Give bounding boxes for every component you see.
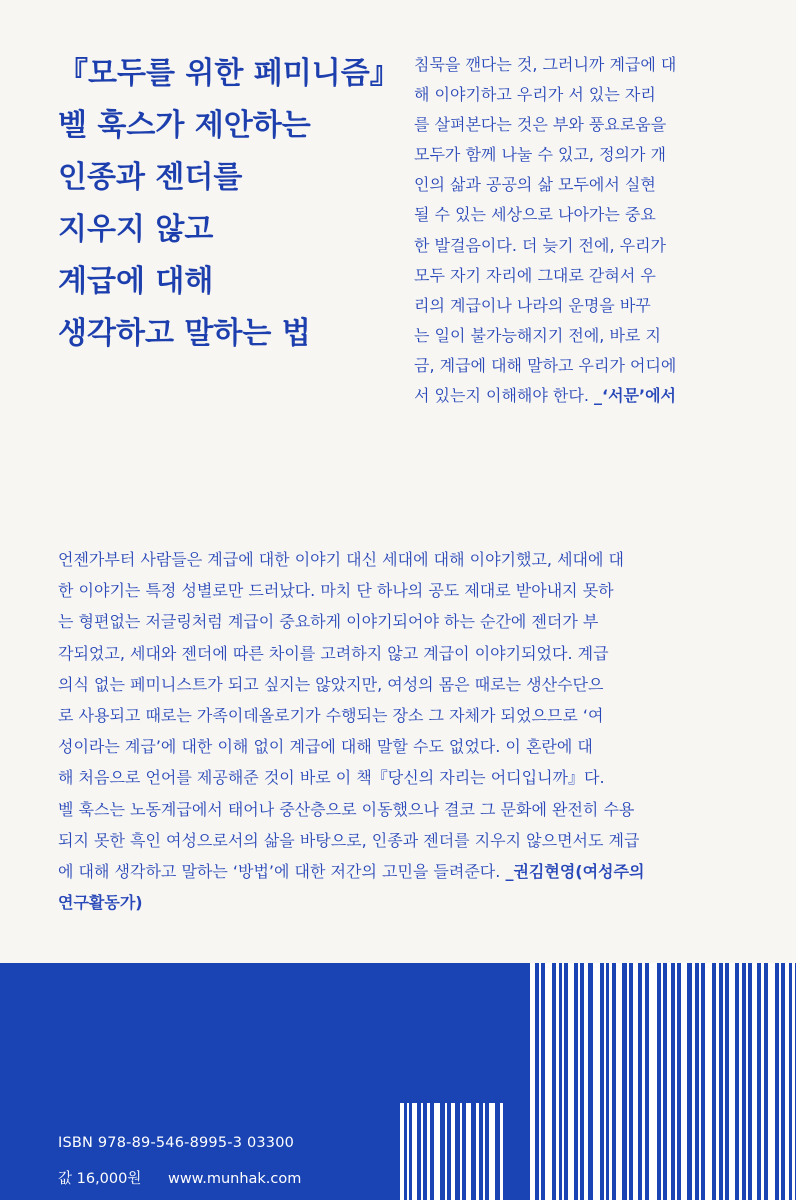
headline-line: 인종과 젠더를: [58, 160, 243, 195]
barcode-bar: [460, 1103, 462, 1200]
essay-line: 의식 없는 페미니스트가 되고 싶지는 않았지만, 여성의 몸은 때로는 생산수단으: [58, 674, 604, 694]
quote-line: 모두 자기 자리에 그대로 갇혀서 우: [414, 265, 656, 285]
barcode-bar: [633, 963, 638, 1200]
barcode-bar: [556, 963, 559, 1200]
barcode-bar: [568, 963, 574, 1200]
barcode-bar: [699, 963, 701, 1200]
essay-line: 는 형편없는 저글링처럼 계급이 중요하게 이야기되어야 하는 순간에 젠더가 부: [58, 612, 599, 632]
barcode-bar: [451, 1103, 455, 1200]
quote-line: [414, 381, 744, 411]
barcode-bar: [562, 963, 564, 1200]
quote-line: 인의 삶과 공공의 삶 모두에서 실현: [414, 175, 656, 195]
barcode-bar: [785, 963, 789, 1200]
barcode-bar: [661, 963, 663, 1200]
barcode-bar: [752, 963, 757, 1200]
barcode-bar: [476, 1103, 479, 1200]
essay-line: 각되었고, 세대와 젠더에 따른 차이를 고려하지 않고 계급이 이야기되었다. 계급: [58, 643, 609, 663]
barcode-bar: [578, 963, 580, 1200]
barcode-bar: [649, 963, 657, 1200]
barcode-bar: [761, 963, 764, 1200]
barcode-bar: [681, 963, 687, 1200]
barcode-bar: [545, 963, 552, 1200]
essay-line: 로 사용되고 때로는 가족이데올로기가 수행되는 장소 그 자체가 되었으므로 ‘여: [58, 706, 604, 726]
barcode-bar: [427, 1103, 430, 1200]
headline-line: 『모두를 위한 페미니즘』: [58, 56, 400, 91]
barcode-bar: [584, 963, 588, 1200]
barcode: [400, 963, 796, 1200]
barcode-bar: [692, 963, 695, 1200]
headline-line: 생각하고 말하는 법: [58, 316, 311, 351]
barcode-bar: [675, 963, 677, 1200]
barcode-bar: [716, 963, 719, 1200]
quote-line: 리의 계급이나 나라의 운명을 바꾸: [414, 295, 651, 315]
quote-line: 침묵을 깬다는 것, 그러니까 계급에 대: [414, 55, 677, 74]
isbn-text: ISBN 978-89-546-8995-3 03300: [58, 1135, 295, 1151]
barcode-bar: [407, 1103, 409, 1200]
barcode-bar: [792, 963, 795, 1200]
barcode-bar: [667, 963, 671, 1200]
essay-text-end: 에 대해 생각하고 말하는 ‘방법’에 대한 저간의 고민을 들려준다.: [58, 862, 501, 882]
quote-line: 금, 계급에 대해 말하고 우리가 어디에: [414, 355, 677, 375]
barcode-bar: [500, 1103, 503, 1200]
barcode-bar: [434, 1103, 440, 1200]
barcode-bar: [604, 963, 606, 1200]
price-line: [58, 1167, 301, 1188]
quote-source: _‘서문’에서: [594, 386, 676, 406]
barcode-bar: [483, 1103, 485, 1200]
headline-line: 계급에 대해: [58, 264, 214, 299]
barcode-bar: [412, 1103, 417, 1200]
barcode-bar: [466, 1103, 471, 1200]
website-text: www.munhak.com: [167, 1171, 302, 1187]
essay-line: 벨 훅스는 노동계급에서 태어나 중산층으로 이동했으나 결코 그 문화에 완전히 수용: [58, 799, 635, 819]
barcode-bar: [539, 963, 541, 1200]
headline-line: 지우지 않고: [58, 212, 214, 247]
essay-line: [58, 856, 738, 887]
essay-line: 해 처음으로 언어를 제공해준 것이 바로 이 책『당신의 자리는 어디입니까』다.: [58, 768, 605, 788]
barcode-bar: [627, 963, 629, 1200]
barcode-bar: [746, 963, 748, 1200]
essay-line: 한 이야기는 특정 성별로만 드러났다. 마치 단 하나의 공도 제대로 받아내지 못하: [58, 581, 614, 601]
essay-line: [58, 887, 738, 918]
barcode-bar: [723, 963, 725, 1200]
quote-line: 해 이야기하고 우리가 서 있는 자리: [414, 85, 656, 105]
barcode-bar: [445, 1103, 447, 1200]
barcode-bar: [593, 963, 600, 1200]
quote-line: 를 살펴본다는 것은 부와 풍요로움을: [414, 115, 667, 135]
barcode-bar: [489, 1103, 495, 1200]
essay-source-cont: 연구활동가): [58, 893, 143, 913]
barcode-bar: [768, 963, 775, 1200]
barcode-bar: [421, 1103, 423, 1200]
price-text: 값 16,000원: [58, 1171, 142, 1187]
quote-line: 는 일이 불가능해지기 전에, 바로 지: [414, 325, 661, 345]
barcode-bar: [616, 963, 622, 1200]
essay-source: _권김현영(여성주의: [505, 862, 645, 882]
quote-line: 한 발걸음이다. 더 늦기 전에, 우리가: [414, 235, 666, 255]
barcode-bar: [779, 963, 781, 1200]
barcode-bar: [729, 963, 735, 1200]
headline: [58, 48, 398, 360]
essay-line: 성이라는 계급’에 대한 이해 없이 계급에 대해 말할 수도 없었다. 이 혼란에 대: [58, 737, 593, 757]
quote-line: 될 수 있는 세상으로 나아가는 중요: [414, 205, 656, 225]
barcode-bar: [609, 963, 612, 1200]
quote-line: 모두가 함께 나눌 수 있고, 정의가 개: [414, 145, 666, 165]
essay-line: 언젠가부터 사람들은 계급에 대한 이야기 대신 세대에 대해 이야기했고, 세대에 대: [58, 550, 624, 569]
barcode-bar: [400, 1103, 404, 1200]
quote-last-text: 서 있는지 이해해야 한다.: [414, 386, 589, 406]
barcode-bar: [739, 963, 742, 1200]
barcode-bar: [642, 963, 645, 1200]
essay-text: [58, 544, 738, 918]
barcode-bar: [705, 963, 712, 1200]
headline-line: 벨 훅스가 제안하는: [58, 108, 311, 143]
essay-line: 되지 못한 흑인 여성으로서의 삶을 바탕으로, 인종과 젠더를 지우지 않으면서도 계급: [58, 830, 640, 850]
barcode-bar: [530, 963, 535, 1200]
preface-quote: [414, 50, 744, 411]
